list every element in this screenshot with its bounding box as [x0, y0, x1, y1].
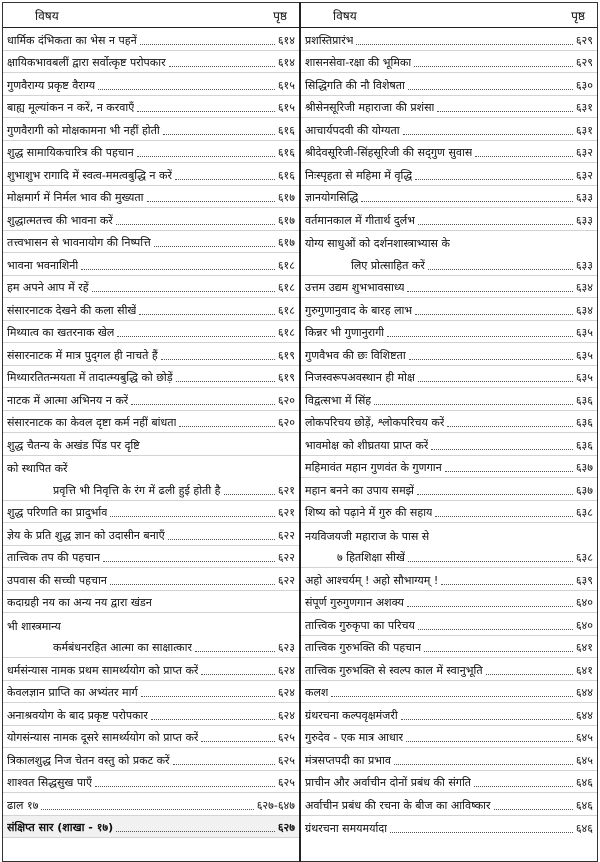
- toc-row[interactable]: तात्त्विक गुरुभक्ति की पहचान ६४१: [301, 636, 597, 659]
- toc-row[interactable]: कदाग्रही नय का अन्य नय द्वारा खंडन: [3, 591, 299, 614]
- toc-row[interactable]: संसारनाटक देखने की कला सीखें ६१८: [3, 298, 299, 321]
- toc-row[interactable]: बाह्य मूल्यांकन न करें, न करवाएँ ६१५: [3, 96, 299, 119]
- toc-row[interactable]: शुद्ध सामायिकचारित्र की पहचान ६१६: [3, 141, 299, 164]
- toc-row[interactable]: शुद्ध परिणति का प्रादुर्भाव ६२१: [3, 501, 299, 524]
- toc-row[interactable]: गुणवैराग्य प्रकृष्ट वैराग्य ६१५: [3, 73, 299, 96]
- toc-row[interactable]: योगसंन्यास नामक दूसरे सामर्थ्ययोग को प्राप्त करें ६२५: [3, 726, 299, 749]
- toc-row[interactable]: वर्तमानकाल में गीतार्थ दुर्लभ ६३३: [301, 208, 597, 231]
- toc-row[interactable]: प्राचीन और अर्वाचीन दोनों प्रबंध की संगति ६४६: [301, 771, 597, 794]
- toc-row[interactable]: आचार्यपदवी की योग्यता ६३१: [301, 118, 597, 141]
- toc-row[interactable]: किन्नर भी गुणानुरागी ६३५: [301, 321, 597, 344]
- right-header-page: पृष्ठ: [571, 8, 585, 23]
- toc-row[interactable]: ज्ञेय के प्रति शुद्ध ज्ञान को उदासीन बनाएँ ६२२: [3, 523, 299, 546]
- toc-row[interactable]: शुभाशुभ रागादि में स्वत्व-ममत्वबुद्धि न करें ६१६: [3, 163, 299, 186]
- right-header-subject: विषय: [333, 8, 357, 23]
- toc-row[interactable]: ग्रंथरचना कल्पवृक्षमंजरी ६४४: [301, 703, 597, 726]
- toc-row[interactable]: को स्थापित करें: [7, 462, 68, 475]
- toc-row[interactable]: मोक्षमार्ग में निर्मल भाव की मुख्यता ६१७: [3, 186, 299, 209]
- toc-row[interactable]: भावना भवनाशिनी ६१८: [3, 253, 299, 276]
- toc-row[interactable]: शिष्य को पढ़ाने में गुरु की सहाय ६३८: [301, 501, 597, 524]
- toc-row[interactable]: योग्य साधुओं को दर्शनशास्त्राभ्यास के: [305, 237, 450, 250]
- toc-row[interactable]: शुद्ध चैतन्य के अखंड पिंड पर दृष्टि: [3, 433, 299, 456]
- toc-row[interactable]: कर्मबंधनरहित आत्मा का साक्षात्कार ६२३: [3, 636, 299, 659]
- toc-row[interactable]: संसारनाटक में मात्र पुद्‌गल ही नाचते हैं ६१९: [3, 343, 299, 366]
- toc-row[interactable]: नयविजयजी महाराज के पास से: [305, 529, 430, 543]
- toc-row[interactable]: त्रिकालशुद्ध निज चेतन वस्तु को प्रकट करें ६२५: [3, 748, 299, 771]
- toc-row[interactable]: विद्वत्सभा में सिंह ६३६: [301, 388, 597, 411]
- left-column-header: [3, 3, 299, 28]
- toc-row[interactable]: तत्त्वभासन से भावनायोग की निष्पत्ति ६१७: [3, 231, 299, 254]
- toc-row[interactable]: गुरुदेव - एक मात्र आधार ६४५: [301, 726, 597, 749]
- toc-row[interactable]: गुरुगुणानुवाद के बारह लाभ ६३४: [301, 298, 597, 321]
- toc-row[interactable]: गुणवैभव की छः विशिष्टता ६३५: [301, 343, 597, 366]
- table-of-contents: [2, 2, 598, 862]
- toc-row[interactable]: प्रशस्तिप्रारंभ ६२९: [301, 28, 597, 51]
- toc-row[interactable]: अर्वाचीन प्रबंध की रचना के बीज का आविष्कार ६४६: [301, 793, 597, 816]
- toc-right-column: [300, 3, 598, 862]
- toc-row[interactable]: संसारनाटक का केवल दृष्टा कर्म नहीं बांधता ६२०: [3, 411, 299, 434]
- toc-row[interactable]: धार्मिक दंभिकता का भेस न पहनें ६१४: [3, 28, 299, 51]
- toc-row[interactable]: लोकपरिचय छोड़ें, श्लोकपरिचय करें ६३६: [301, 411, 597, 434]
- toc-row[interactable]: क्षायिकभावबलीं द्वारा सर्वोत्कृष्ट परोपकार ६१४: [3, 51, 299, 74]
- toc-row[interactable]: तात्त्विक तप की पहचान ६२२: [3, 546, 299, 569]
- toc-row[interactable]: ७ हितशिक्षा सीखें ६३८: [301, 546, 597, 569]
- toc-row[interactable]: महान बनने का उपाय समझें ६३७: [301, 478, 597, 501]
- toc-row[interactable]: धर्मसंन्यास नामक प्रथम सामर्थ्ययोग को प्राप्त करें ६२४: [3, 658, 299, 681]
- left-header-subject: विषय: [35, 8, 59, 23]
- toc-row[interactable]: गुणवैरागी को मोक्षकामना भी नहीं होती ६१६: [3, 118, 299, 141]
- toc-row[interactable]: महिमावंत महान गुणवंत के गुणगान ६३७: [301, 456, 597, 479]
- toc-row[interactable]: भी शास्त्रमान्य: [7, 619, 61, 633]
- toc-row[interactable]: श्रीसेनसूरिजी महाराजा की प्रशंसा ६३१: [301, 96, 597, 119]
- toc-row[interactable]: मंत्रसप्तपदी का प्रभाव ६४५: [301, 748, 597, 771]
- right-column-header: [301, 3, 597, 28]
- toc-row[interactable]: संपूर्ण गुरुगुणगान अशक्य ६४०: [301, 591, 597, 614]
- toc-row[interactable]: निःस्पृहता से महिमा में वृद्धि ६३२: [301, 163, 597, 186]
- toc-row[interactable]: भावमोक्ष को शीघ्रतया प्राप्त करें ६३६: [301, 433, 597, 456]
- toc-row[interactable]: अहो आश्चर्यम् ! अहो सौभाग्यम् ! ६३९: [301, 568, 597, 591]
- toc-row[interactable]: सिद्धिगति की नौ विशेषता ६३०: [301, 73, 597, 96]
- toc-row[interactable]: उपवास की सच्ची पहचान ६२२: [3, 568, 299, 591]
- toc-row[interactable]: अनाश्रवयोग के बाद प्रकृष्ट परोपकार ६२४: [3, 703, 299, 726]
- toc-row[interactable]: प्रवृत्ति भी निवृत्ति के रंग में ढली हुई होती है ६२१: [3, 478, 299, 501]
- toc-row[interactable]: ढाल १७ ६२७-६४७: [3, 793, 299, 816]
- toc-row[interactable]: तात्त्विक गुरुकृपा का परिचय ६४०: [301, 613, 597, 636]
- toc-row[interactable]: ग्रंथरचना समयमर्यादा ६४६: [305, 822, 593, 835]
- toc-row[interactable]: लिए प्रोत्साहित करें ६३३: [301, 253, 597, 276]
- toc-row[interactable]: कलश ६४४: [301, 681, 597, 704]
- toc-row[interactable]: तात्त्विक गुरुभक्ति से स्वल्प काल में स्वानुभूति ६४१: [301, 658, 597, 681]
- toc-row[interactable]: केवलज्ञान प्राप्ति का अभ्यंतर मार्ग ६२४: [3, 681, 299, 704]
- toc-row[interactable]: मिथ्यात्व का खतरनाक खेल ६१८: [3, 321, 299, 344]
- toc-row[interactable]: श्रीदेवसूरिजी-सिंहसूरिजी की सद्‌गुण सुवास ६३२: [301, 141, 597, 164]
- toc-row[interactable]: निजस्वरूपअवस्थान ही मोक्ष ६३५: [301, 366, 597, 389]
- toc-row[interactable]: ज्ञानयोगसिद्धि ६३३: [301, 186, 597, 209]
- toc-row[interactable]: हम अपने आप में रहें ६१८: [3, 276, 299, 299]
- toc-row[interactable]: मिथ्यारतितन्मयता में तादात्म्यबुद्धि को छोड़ें ६१९: [3, 366, 299, 389]
- left-header-page: पृष्ठ: [273, 8, 287, 23]
- toc-left-column: [3, 3, 301, 862]
- toc-row[interactable]: शुद्धात्मतत्त्व की भावना करें ६१७: [3, 208, 299, 231]
- toc-row[interactable]: [3, 838, 299, 861]
- toc-row[interactable]: शासनसेवा-रक्षा की भूमिका ६२९: [301, 51, 597, 74]
- toc-section-row[interactable]: संक्षिप्त सार (शाखा - १७) ६२७: [3, 816, 299, 839]
- toc-row[interactable]: नाटक में आत्मा अभिनय न करें ६२०: [3, 388, 299, 411]
- toc-row[interactable]: शाश्वत सिद्धसुख पाएँ ६२५: [3, 771, 299, 794]
- toc-row[interactable]: उत्तम उद्यम शुभभावसाध्य ६३४: [301, 276, 597, 299]
